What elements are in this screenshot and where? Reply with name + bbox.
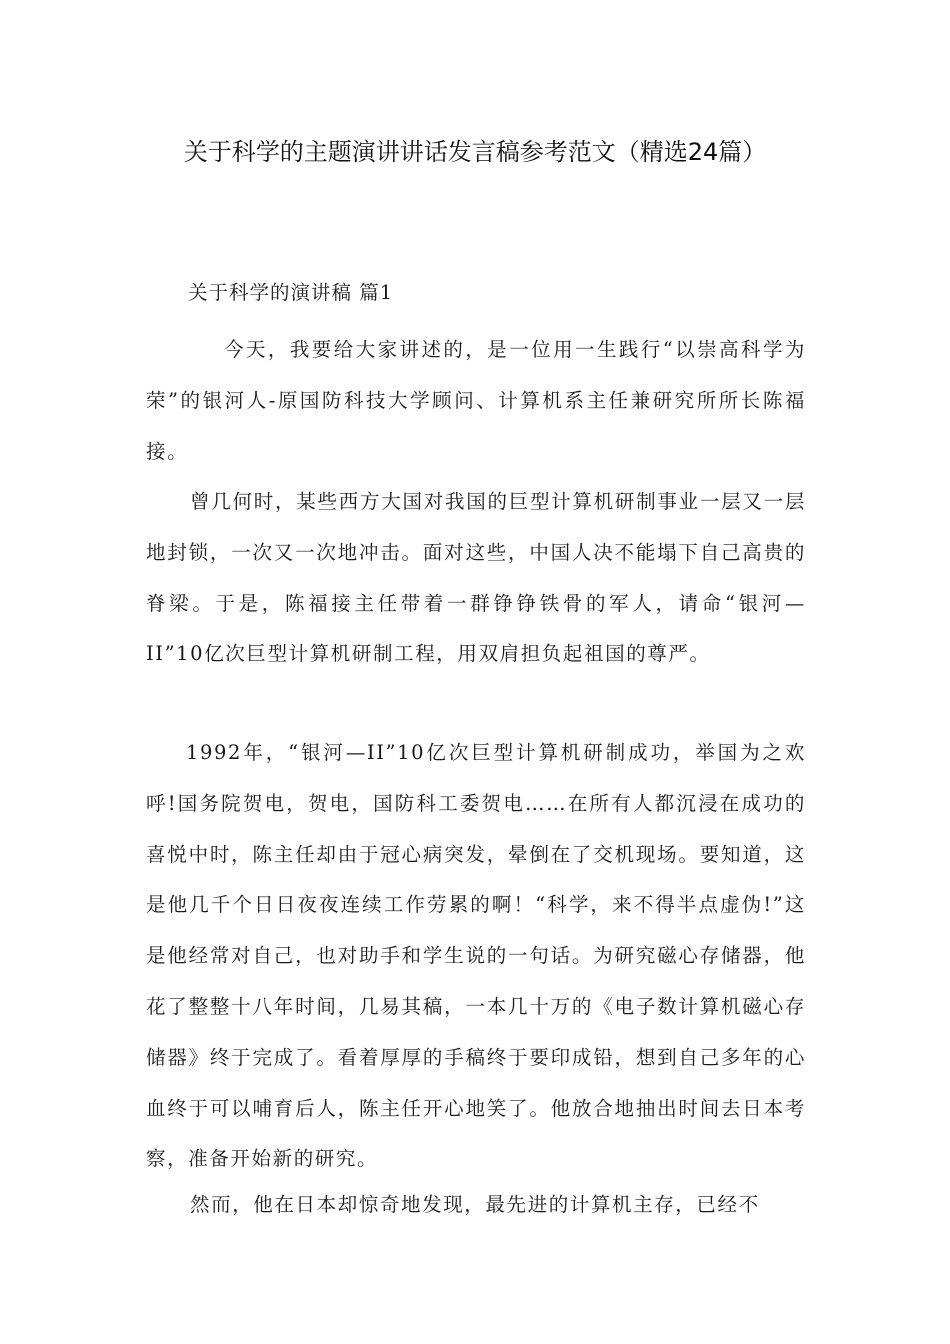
paragraph-3: 1992年，“银河—II”10亿次巨型计算机研制成功，举国为之欢呼!国务院贺电，贺电，国防科工委贺电……在所有人都沉浸在成功的喜悦中时，陈主任却由于冠心病突发，晕倒在了交机现场。要知道，这是他几千个日日夜夜连续工作劳累的啊！“科学，来不得半点虚伪!”这是他经常对自己，也对助手和学生说的一句话。为研究磁心存储器，他花了整整十八年时间，几易其稿，一本几十万的《电子数计算机磁心存储器》终于完成了。看着厚厚的手稿终于要印成铅，想到自己多年的心血终于可以哺育后人，陈主任开心地笑了。他放合地抽出时间去日本考察，准备开始新的研究。	[146, 741, 806, 1171]
paragraph-2: 曾几何时，某些西方大国对我国的巨型计算机研制事业一层又一层地封锁，一次又一次地冲击。面对这些，中国人决不能塌下自己高贵的脊梁。于是，陈福接主任带着一群铮铮铁骨的军人，请命“银河—II”10亿次巨型计算机研制工程，用双肩担负起祖国的尊严。	[146, 490, 806, 666]
paragraph-1: 今天，我要给大家讲述的，是一位用一生践行“以崇高科学为荣”的银河人-原国防科技大学顾问、计算机系主任兼研究所所长陈福接。	[146, 338, 806, 463]
section-heading: 关于科学的演讲稿 篇1	[188, 281, 394, 304]
paragraph-4: 然而，他在日本却惊奇地发现，最先进的计算机主存，已经不	[190, 1193, 760, 1216]
document-title: 关于科学的主题演讲讲话发言稿参考范文（精选24篇）	[183, 138, 767, 166]
